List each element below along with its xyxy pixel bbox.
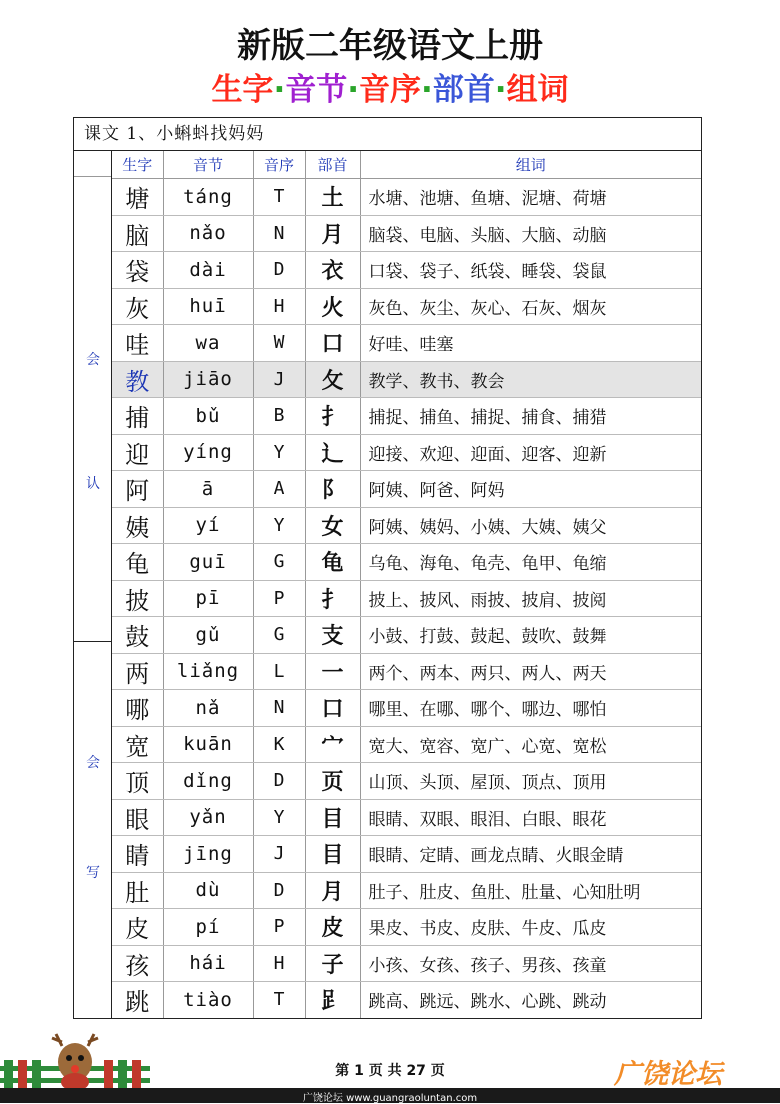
pinyin-cell: kuān — [163, 726, 253, 763]
radical-cell: 龟 — [305, 544, 360, 581]
index-cell: K — [253, 726, 305, 763]
table-row — [112, 799, 701, 836]
char-cell: 孩 — [112, 945, 163, 982]
index-cell: T — [253, 982, 305, 1018]
index-cell: D — [253, 872, 305, 909]
subtitle-part: · — [494, 72, 507, 108]
index-cell: H — [253, 288, 305, 325]
index-cell: P — [253, 580, 305, 617]
index-cell: N — [253, 690, 305, 727]
pinyin-cell: táng — [163, 179, 253, 216]
index-cell: Y — [253, 434, 305, 471]
index-cell: J — [253, 836, 305, 873]
lesson-title: 课文 1、小蝌蚪找妈妈 — [74, 118, 701, 151]
index-cell: Y — [253, 799, 305, 836]
table-row — [112, 507, 701, 544]
index-cell: N — [253, 215, 305, 252]
words-cell: 眼睛、定睛、画龙点睛、火眼金睛 — [360, 836, 701, 873]
group-recognize-label-top: 会 — [86, 352, 100, 368]
char-cell: 眼 — [112, 799, 163, 836]
pinyin-cell: wa — [163, 325, 253, 362]
pinyin-cell: dù — [163, 872, 253, 909]
pinyin-cell: dǐng — [163, 763, 253, 800]
radical-cell: 口 — [305, 690, 360, 727]
index-cell: G — [253, 617, 305, 654]
radical-cell: 目 — [305, 836, 360, 873]
char-cell: 哇 — [112, 325, 163, 362]
table-row — [112, 544, 701, 581]
index-cell: A — [253, 471, 305, 508]
index-cell: D — [253, 763, 305, 800]
char-cell: 顶 — [112, 763, 163, 800]
words-cell: 好哇、哇塞 — [360, 325, 701, 362]
words-cell: 乌龟、海龟、龟壳、龟甲、龟缩 — [360, 544, 701, 581]
pinyin-cell: yí — [163, 507, 253, 544]
char-cell: 捕 — [112, 398, 163, 435]
words-cell: 灰色、灰尘、灰心、石灰、烟灰 — [360, 288, 701, 325]
index-cell: G — [253, 544, 305, 581]
char-cell: 宽 — [112, 726, 163, 763]
words-cell: 肚子、肚皮、鱼肚、肚量、心知肚明 — [360, 872, 701, 909]
words-cell: 眼睛、双眼、眼泪、白眼、眼花 — [360, 799, 701, 836]
words-cell: 果皮、书皮、皮肤、牛皮、瓜皮 — [360, 909, 701, 946]
char-cell: 灰 — [112, 288, 163, 325]
table-row — [112, 325, 701, 362]
table-row — [112, 909, 701, 946]
char-cell: 鼓 — [112, 617, 163, 654]
page-number: 第 1 页 共 27 页 — [335, 1063, 445, 1079]
subtitle-part: 组词 — [506, 72, 569, 108]
words-cell: 脑袋、电脑、头脑、大脑、动脑 — [360, 215, 701, 252]
words-cell: 小孩、女孩、孩子、男孩、孩童 — [360, 945, 701, 982]
pinyin-cell: pī — [163, 580, 253, 617]
pinyin-cell: yíng — [163, 434, 253, 471]
char-cell: 教 — [112, 361, 163, 398]
subtitle-part: · — [273, 72, 286, 108]
radical-cell: 页 — [305, 763, 360, 800]
pinyin-cell: nǎo — [163, 215, 253, 252]
pinyin-cell: guī — [163, 544, 253, 581]
words-cell: 迎接、欢迎、迎面、迎客、迎新 — [360, 434, 701, 471]
pinyin-cell: bǔ — [163, 398, 253, 435]
char-cell: 披 — [112, 580, 163, 617]
words-cell: 小鼓、打鼓、鼓起、鼓吹、鼓舞 — [360, 617, 701, 654]
subtitle-part: 音节 — [285, 72, 348, 108]
words-cell: 阿姨、阿爸、阿妈 — [360, 471, 701, 508]
page-title: 新版二年级语文上册 — [237, 26, 543, 66]
radical-cell: 𧾷 — [305, 982, 360, 1018]
table-header-row — [112, 151, 701, 179]
index-cell: B — [253, 398, 305, 435]
words-cell: 水塘、池塘、鱼塘、泥塘、荷塘 — [360, 179, 701, 216]
table-row — [112, 945, 701, 982]
table-row — [112, 872, 701, 909]
radical-cell: 月 — [305, 872, 360, 909]
radical-cell: 月 — [305, 215, 360, 252]
radical-cell: 扌 — [305, 580, 360, 617]
pinyin-cell: nǎ — [163, 690, 253, 727]
table-row — [112, 982, 701, 1018]
radical-cell: 女 — [305, 507, 360, 544]
table-row — [112, 361, 701, 398]
subtitle-part: 生字 — [211, 72, 274, 108]
index-cell: P — [253, 909, 305, 946]
table-row — [112, 690, 701, 727]
group-recognize — [74, 177, 111, 641]
group-recognize-label-bottom: 认 — [86, 476, 100, 492]
table-row — [112, 471, 701, 508]
site-logo — [614, 1052, 722, 1091]
char-cell: 袋 — [112, 252, 163, 289]
radical-cell: 衣 — [305, 252, 360, 289]
pinyin-cell: ā — [163, 471, 253, 508]
pinyin-cell: tiào — [163, 982, 253, 1018]
column-header-words: 组词 — [360, 151, 701, 179]
index-cell: H — [253, 945, 305, 982]
char-cell: 肚 — [112, 872, 163, 909]
radical-cell: 皮 — [305, 909, 360, 946]
words-cell: 两个、两本、两只、两人、两天 — [360, 653, 701, 690]
radical-cell: 扌 — [305, 398, 360, 435]
words-cell: 阿姨、姨妈、小姨、大姨、姨父 — [360, 507, 701, 544]
table-row — [112, 215, 701, 252]
char-cell: 脑 — [112, 215, 163, 252]
group-write — [74, 641, 111, 997]
char-cell: 哪 — [112, 690, 163, 727]
words-cell: 教学、教书、教会 — [360, 361, 701, 398]
char-cell: 跳 — [125, 988, 150, 1017]
subtitle-part: 部首 — [432, 72, 495, 108]
table-row — [112, 288, 701, 325]
index-cell: T — [253, 179, 305, 216]
radical-cell: 子 — [305, 945, 360, 982]
group-write-label-bottom: 写 — [86, 864, 100, 881]
radical-cell: 辶 — [305, 434, 360, 471]
radical-cell: 一 — [305, 653, 360, 690]
words-cell: 宽大、宽容、宽广、心宽、宽松 — [360, 726, 701, 763]
page-subtitle — [0, 64, 780, 109]
table-row — [112, 580, 701, 617]
table-row — [112, 653, 701, 690]
column-header-index: 音序 — [253, 151, 305, 179]
char-cell: 迎 — [112, 434, 163, 471]
char-cell: 塘 — [112, 179, 163, 216]
char-cell: 皮 — [112, 909, 163, 946]
words-cell: 口袋、袋子、纸袋、睡袋、袋鼠 — [360, 252, 701, 289]
pinyin-cell: dài — [163, 252, 253, 289]
radical-cell: 火 — [305, 288, 360, 325]
radical-cell: 口 — [305, 325, 360, 362]
radical-cell: 目 — [305, 799, 360, 836]
column-header-char: 生字 — [112, 151, 163, 179]
radical-cell: 支 — [305, 617, 360, 654]
index-cell: L — [253, 653, 305, 690]
footer-site-text: 广饶论坛 www.guangraoluntan.com — [302, 1093, 478, 1104]
table-row — [112, 836, 701, 873]
index-cell: W — [253, 325, 305, 362]
column-header-pinyin: 音节 — [163, 151, 253, 179]
subtitle-part: 音序 — [359, 72, 421, 108]
index-cell: J — [253, 361, 305, 398]
words-cell: 捕捉、捕鱼、捕捉、捕食、捕猎 — [360, 398, 701, 435]
words-cell: 披上、披风、雨披、披肩、披阅 — [360, 580, 701, 617]
radical-cell: 阝 — [305, 471, 360, 508]
group-header-cell — [74, 151, 111, 177]
character-table — [112, 151, 701, 1018]
char-cell: 龟 — [112, 544, 163, 581]
pinyin-cell: pí — [163, 909, 253, 946]
pinyin-cell: gǔ — [163, 617, 253, 654]
table-row — [112, 763, 701, 800]
table-row — [112, 617, 701, 654]
pinyin-cell: huī — [163, 288, 253, 325]
subtitle-part: · — [347, 72, 359, 108]
group-column — [74, 151, 112, 1018]
column-header-radical: 部首 — [305, 151, 360, 179]
char-cell: 姨 — [112, 507, 163, 544]
words-cell: 跳高、跳远、跳水、心跳、跳动 — [360, 982, 701, 1018]
char-cell: 阿 — [112, 471, 163, 508]
char-cell: 睛 — [112, 836, 163, 873]
words-cell: 哪里、在哪、哪个、哪边、哪怕 — [360, 690, 701, 727]
words-cell: 山顶、头顶、屋顶、顶点、顶用 — [360, 763, 701, 800]
pinyin-cell: hái — [163, 945, 253, 982]
group-write-label-top: 会 — [86, 754, 100, 771]
subtitle-part: · — [421, 72, 433, 108]
radical-cell: 攵 — [305, 361, 360, 398]
char-cell: 两 — [112, 653, 163, 690]
logo-text: 广饶论坛 — [614, 1059, 722, 1090]
vocabulary-table — [73, 117, 702, 1019]
radical-cell: 土 — [305, 179, 360, 216]
table-row — [112, 726, 701, 763]
pinyin-cell: liǎng — [163, 653, 253, 690]
pinyin-cell: jīng — [163, 836, 253, 873]
table-row — [112, 179, 701, 216]
radical-cell: 宀 — [305, 726, 360, 763]
table-row — [112, 252, 701, 289]
index-cell: Y — [253, 507, 305, 544]
pinyin-cell: yǎn — [163, 799, 253, 836]
index-cell: D — [253, 252, 305, 289]
table-row — [112, 434, 701, 471]
pinyin-cell: jiāo — [163, 361, 253, 398]
table-row — [112, 398, 701, 435]
